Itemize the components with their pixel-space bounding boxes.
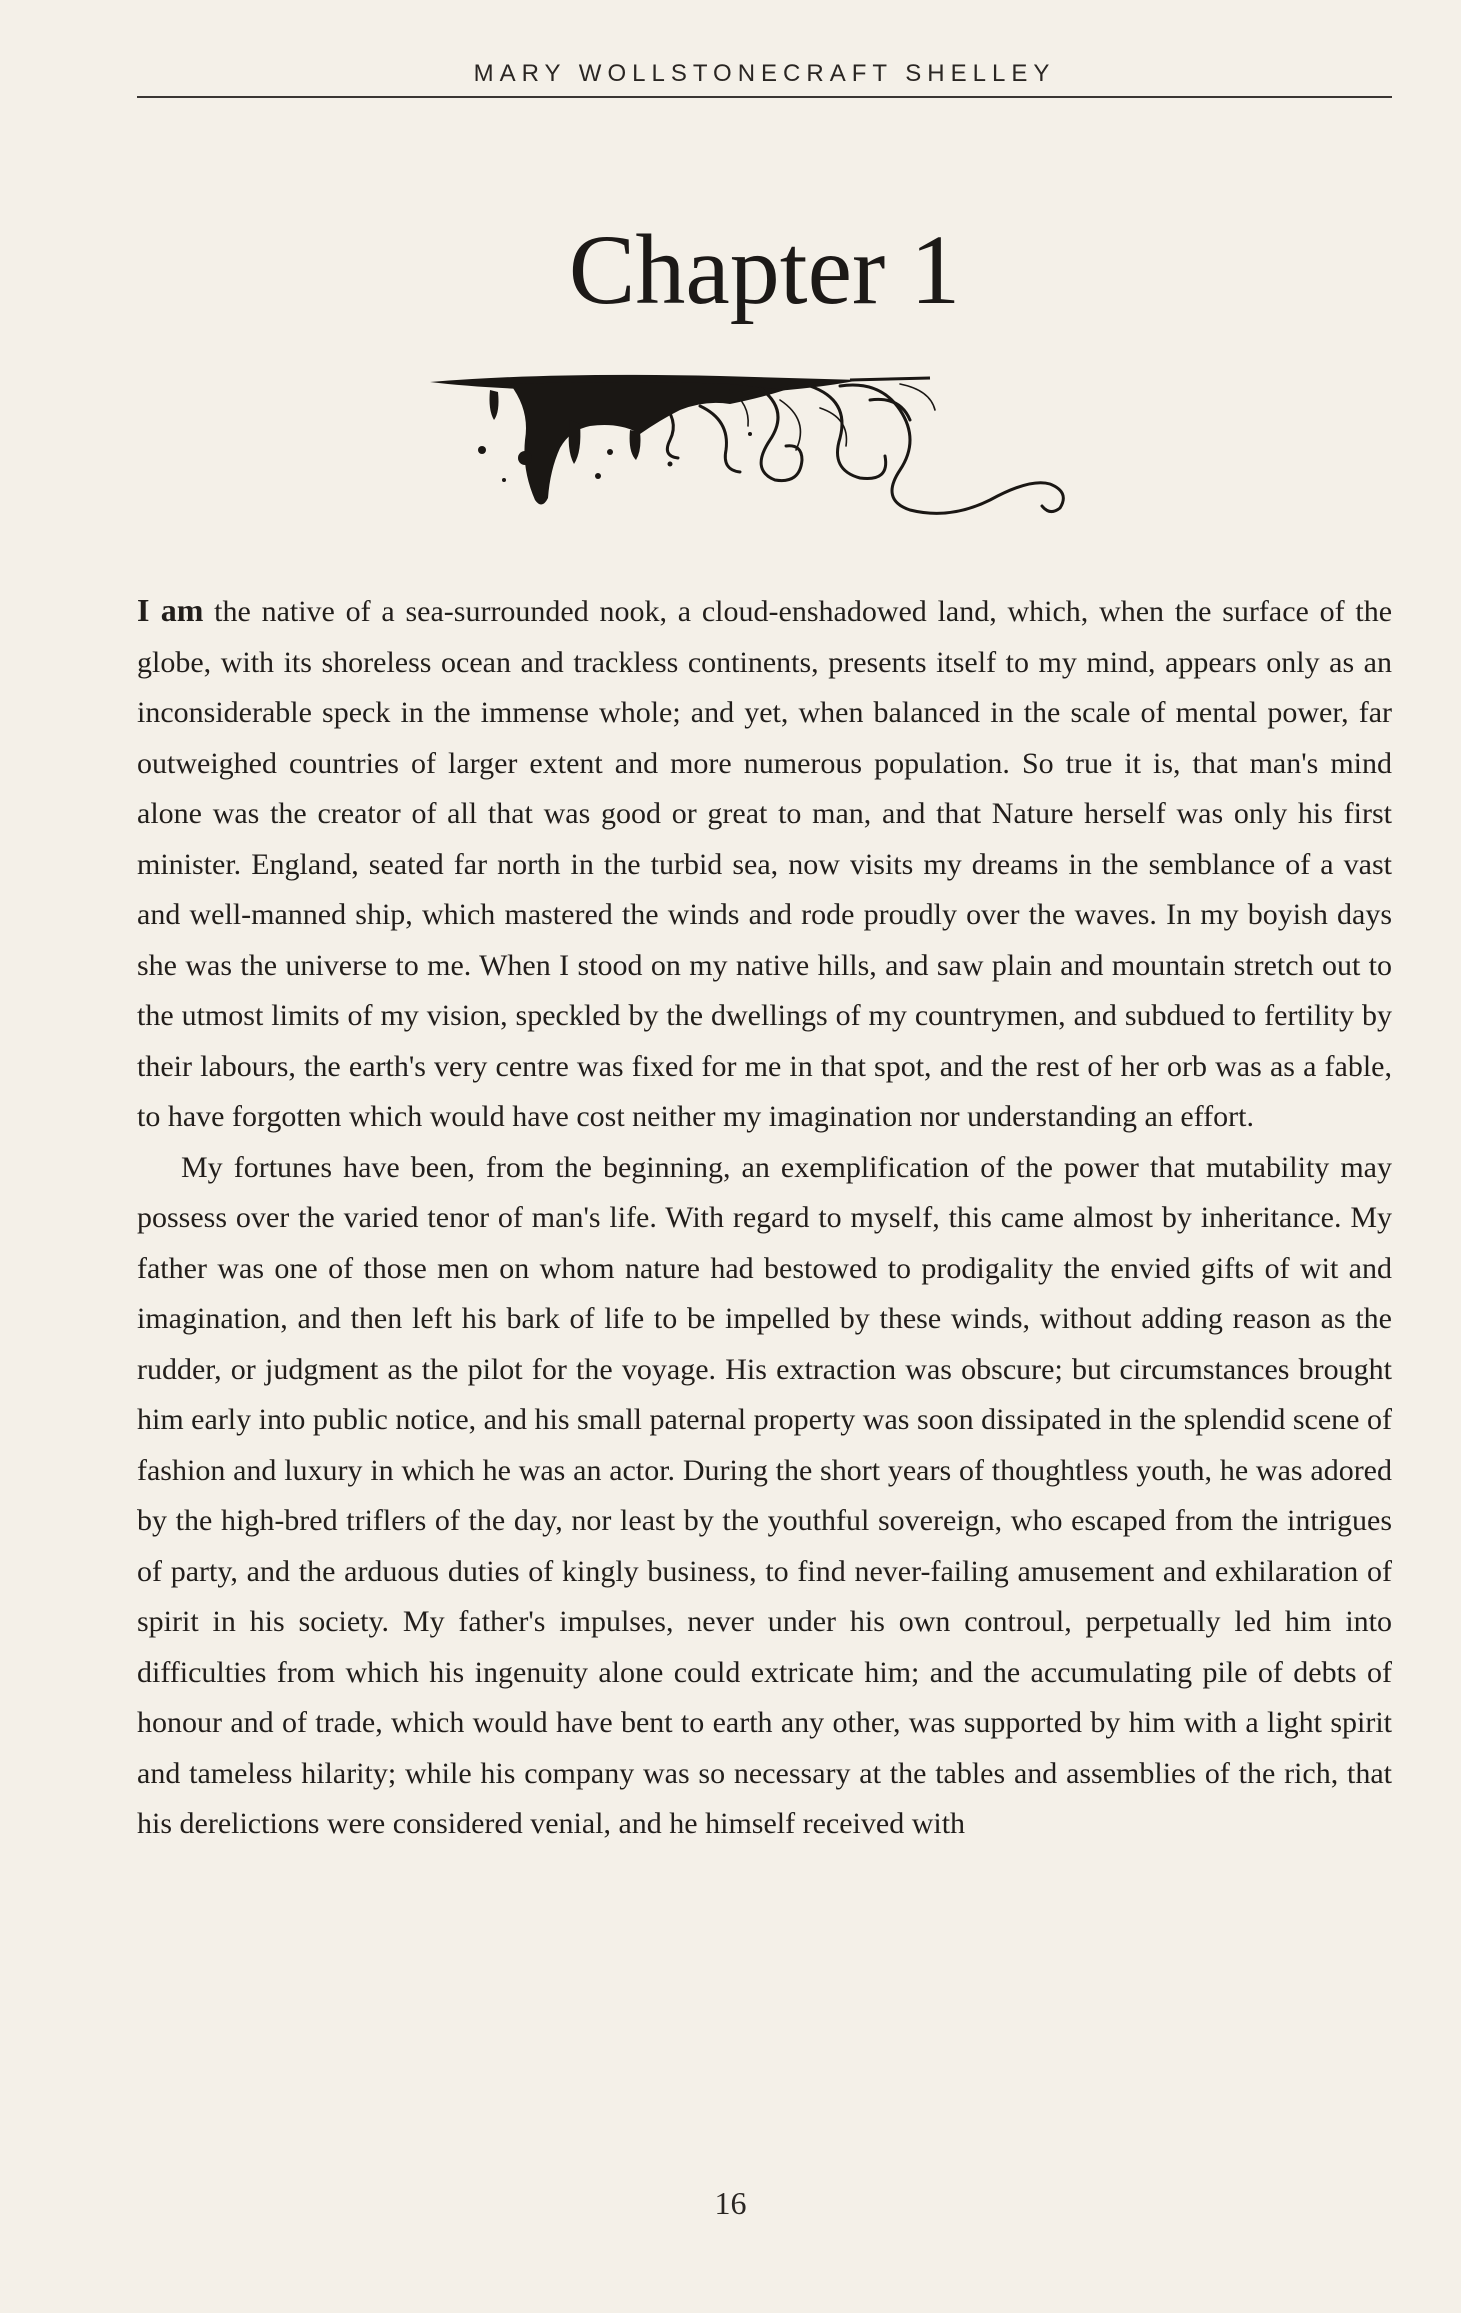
paragraph-1 <box>137 585 1392 1143</box>
lead-in: I am <box>137 592 204 628</box>
page-number: 16 <box>714 2185 747 2221</box>
paragraph-1-text: the native of a sea-surrounded nook, a cloud-enshadowed land, which, when the surface of the globe, with its shoreless ocean and trackless continents, presents itself to my mind, appears only as an inconsiderable speck in the immense whole; and yet, when balanced in the scale of mental power, far outweighed countries of larger extent and more numerous population. So true it is, that man's mind alone was the creator of all that was good or great to man, and that Nature herself was only his first minister. England, seated far north in the turbid sea, now visits my dreams in the semblance of a vast and well-manned ship, which mastered the winds and rode proudly over the waves. In my boyish days she was the universe to me. When I stood on my native hills, and saw plain and mountain stretch out to the utmost limits of my vision, speckled by the dwellings of my countrymen, and subdued to fertility by their labours, the earth's very centre was fixed for me in that spot, and the rest of her orb was as a fable, to have forgotten which would have cost neither my imagination nor understanding an effort. <box>137 595 1393 1133</box>
header-rule <box>137 96 1392 98</box>
body-text <box>137 585 1392 1850</box>
running-head: MARY WOLLSTONECRAFT SHELLEY <box>473 60 1056 87</box>
chapter-title: Chapter 1 <box>568 214 961 325</box>
paragraph-2: My fortunes have been, from the beginning, an exemplification of the power that mutability may possess over the varied tenor of man's life. With regard to myself, this came almost by inheritance. My father was one of those men on whom nature had bestowed to prodigality the envied gifts of wit and imagination, and then left his bark of life to be impelled by these winds, without adding reason as the rudder, or judgment as the pilot for the voyage. His extraction was obscure; but circumstances brought him early into public notice, and his small paternal property was soon dissipated in the splendid scene of fashion and luxury in which he was an actor. During the short years of thoughtless youth, he was adored by the high-bred triflers of the day, nor least by the youthful sovereign, who escaped from the intrigues of party, and the arduous duties of kingly business, to find never-failing amusement and exhilaration of spirit in his society. My father's impulses, never under his own controul, perpetually led him into difficulties from which his ingenuity alone could extricate him; and the accumulating pile of debts of honour and of trade, which would have bent to earth any other, was supported by him with a light spirit and tameless hilarity; while his company was so necessary at the tables and assemblies of the rich, that his derelictions were considered venial, and he himself received with <box>137 1150 1392 1840</box>
flourish-ornament-icon <box>430 360 1120 520</box>
